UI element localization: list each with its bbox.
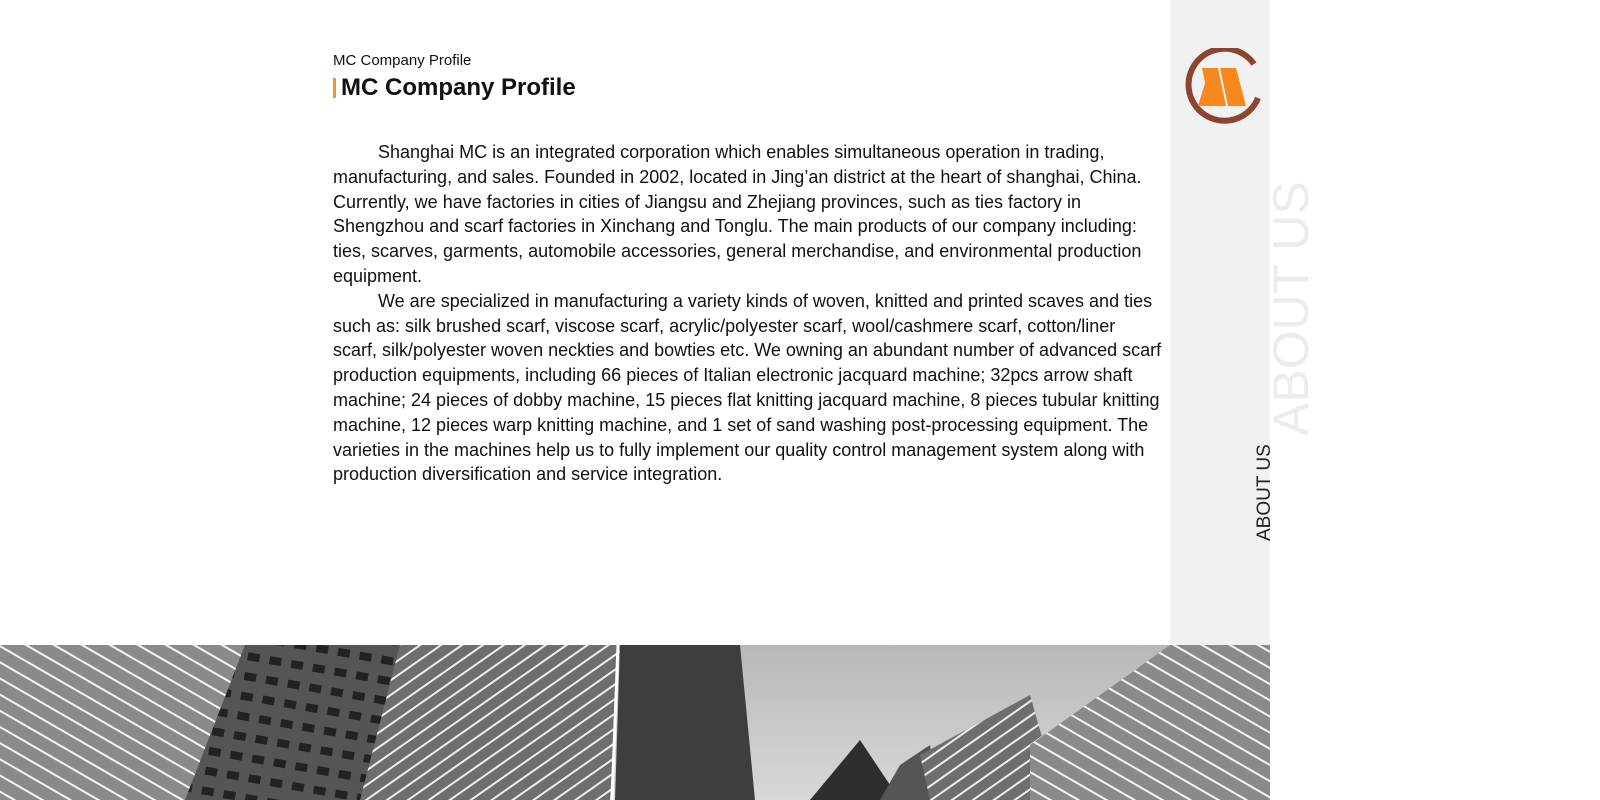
page-title bbox=[333, 74, 576, 102]
page-subtitle: MC Company Profile bbox=[333, 52, 472, 69]
paragraph: Shanghai MC is an integrated corporation which enables simultaneous operation in trading, manufacturing, and sales. Founded in 2002, located in Jing’an district at the heart of shanghai, China. Currently, we have factories in cities of Jiangsu and Zhejiang provinces, such as ties factory in Shengzhou and scarf factories in Xinchang and Tonglu. The main products of our company including: ties, scarves, garments, automobile accessories, general merchandise, and environmental production equipment. bbox=[333, 142, 1142, 286]
buildings-photo bbox=[0, 645, 1270, 800]
about-us-label: ABOUT US bbox=[1254, 444, 1275, 541]
accent-bar bbox=[333, 78, 336, 98]
about-us-watermark: ABOUT US bbox=[1263, 181, 1319, 436]
profile-text bbox=[333, 140, 1163, 487]
page-title-text: MC Company Profile bbox=[341, 74, 576, 101]
company-logo bbox=[1180, 48, 1262, 130]
paragraph: We are specialized in manufacturing a variety kinds of woven, knitted and printed scaves and ties such as: silk brushed scarf, viscose scarf, acrylic/polyester scarf, wool/cashmere scarf, cotton/liner scarf, silk/polyester woven neckties and bowties etc. We owning an abundant number of advanced scarf production equipments, including 66 pieces of Italian electronic jacquard machine; 32pcs arrow shaft machine; 24 pieces of dobby machine, 15 pieces flat knitting jacquard machine, 8 pieces tubular knitting machine, 12 pieces warp knitting machine, and 1 set of sand washing post-processing equipment. The varieties in the machines help us to fully implement our quality control management system along with production diversification and service integration. bbox=[333, 290, 1162, 485]
